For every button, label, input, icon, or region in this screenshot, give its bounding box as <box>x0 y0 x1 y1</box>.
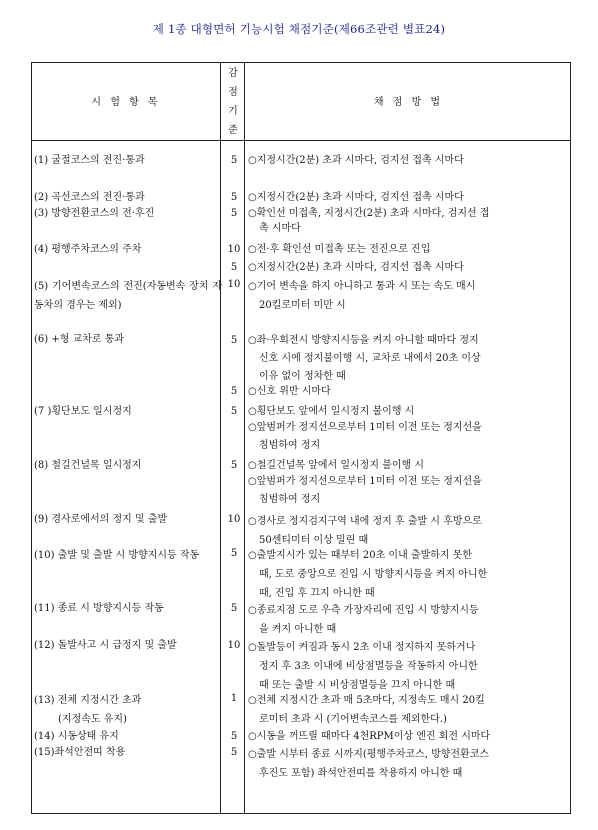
test-item: (8) 철길건널목 일시정지 <box>34 460 142 471</box>
test-item: (4) 평행주차코스의 주차 <box>34 244 142 255</box>
test-item: (15)좌석안전띠 착용 <box>34 747 126 758</box>
test-item: (3) 방향전환코스의 전·후진 <box>34 208 155 219</box>
scoring-criteria: ○확인선 미접촉, 지정시간(2분) 초과 시마다, 검지선 접 촉 시마다 <box>248 208 490 234</box>
scoring-criteria: ○전·후 확인선 미접촉 또는 전진으로 진입 ○지정시간(2분) 초과 시마다, 검지선 접촉 시마다 <box>248 244 464 273</box>
test-item: (12) 돌발사고 시 급정지 및 출발 <box>34 640 177 651</box>
test-item: (10) 출발 및 출발 시 방향지시등 작동 <box>34 550 200 561</box>
scoring-criteria: ○출발 시부터 종료 시까지(평행주차코스, 방향전환코스 후진도 포함) 좌석안전띠를 착용하지 아니한 때 <box>248 749 490 779</box>
test-item: (13) 전체 지정시간 초과 (지정속도 유지) <box>34 695 142 725</box>
deduction-points: 5 <box>230 731 238 742</box>
deduction-points: 10 <box>227 279 241 290</box>
deduction-points: 10 <box>227 514 241 525</box>
test-item: (14) 시동상태 유지 <box>34 731 119 742</box>
deduction-points: 1 <box>230 693 238 704</box>
deduction-points: 5 <box>230 406 238 417</box>
header-scoring-method: 채 점 방 법 <box>373 97 444 108</box>
deduction-points: 5 <box>230 192 238 203</box>
scoring-criteria: ○지정시간(2분) 초과 시마다, 검지선 접촉 시마다 <box>248 192 464 203</box>
deduction-points: 5 5 <box>230 335 238 397</box>
deduction-points: 10 <box>227 640 241 651</box>
scoring-criteria: ○시동을 꺼뜨릴 때마다 4천RPM이상 엔진 회전 시마다 <box>248 731 491 742</box>
scoring-criteria: ○철길건널목 앞에서 일시정지 불이행 시 ○앞범퍼가 정지선으로부터 1미터 이전 또는 정지선을 침범하여 정지 <box>248 460 482 505</box>
test-item: (6) +형 교차로 통과 <box>34 334 125 345</box>
page-title: 제 1종 대형면허 기능시험 채점기준(제66조관련 별표24) <box>152 22 446 36</box>
deduction-points: 5 <box>230 747 238 758</box>
scoring-criteria: ○돌발등이 켜짐과 동시 2초 이내 정지하지 못하거나 정지 후 3초 이내에 비상점멸등을 작동하지 아니한 때 또는 출발 시 비상점멸등을 끄지 아니한 때 <box>248 642 478 691</box>
header-deduction-score: 감 점 기 준 <box>228 68 238 136</box>
scoring-criteria: ○전체 지정시간 초과 매 5초마다, 지정속도 매시 20킬 로미터 초과 시 (기어변속코스를 제외한다.) <box>248 695 485 725</box>
header-divider <box>31 140 571 141</box>
deduction-points: 5 <box>230 603 238 614</box>
deduction-points: 5 <box>230 208 238 219</box>
scoring-criteria: ○출발지시가 있는 때부터 20초 이내 출발하지 못한 때, 도로 중앙으로 진입 시 방향지시등을 켜지 아니한 때, 진입 후 끄지 아니한 때 <box>248 550 488 599</box>
deduction-points: 5 <box>230 460 238 471</box>
scoring-criteria: ○좌·우회전시 방향지시등을 켜지 아니할 때마다 정지 신호 시에 정지불이행 시, 교차로 내에서 20초 이상 이유 없이 정차한 때 ○신호 위반 시마다 <box>248 335 481 397</box>
header-test-item: 시 험 항 목 <box>91 97 161 108</box>
deduction-points: 10 5 <box>227 244 241 273</box>
test-item: (1) 굴절코스의 전진·통과 <box>34 155 145 166</box>
scoring-criteria: ○종료지점 도로 우측 가장자리에 진입 시 방향지시등 을 켜지 아니한 때 <box>248 605 479 635</box>
deduction-points: 5 <box>230 155 238 166</box>
scoring-criteria: ○기어 변속을 하지 아니하고 통과 시 또는 속도 매시 20킬로미터 미만 시 <box>248 281 476 311</box>
deduction-points: 5 <box>230 548 238 559</box>
scoring-criteria: ○지정시간(2분) 초과 시마다, 검지선 접촉 시마다 <box>248 155 464 166</box>
test-item: (2) 곡선코스의 전진·통과 <box>34 192 145 203</box>
test-item: (9) 경사로에서의 정지 및 출발 <box>34 514 168 525</box>
scoring-criteria: ○경사로 정지검지구역 내에 정지 후 출발 시 후방으로 50센티미터 이상 밀린 때 <box>248 516 482 546</box>
test-item: (11) 종료 시 방향지시등 작동 <box>34 603 164 614</box>
test-item: (7 )횡단보도 일시정지 <box>34 406 132 417</box>
test-item: (5) 기어변속코스의 전진(자동변속 장치 자동차의 경우는 제외) <box>34 281 222 311</box>
scoring-criteria: ○횡단보도 앞에서 일시정지 불이행 시 ○앞범퍼가 정지선으로부터 1미터 이전 또는 정지선을 침범하여 정지 <box>248 406 482 451</box>
